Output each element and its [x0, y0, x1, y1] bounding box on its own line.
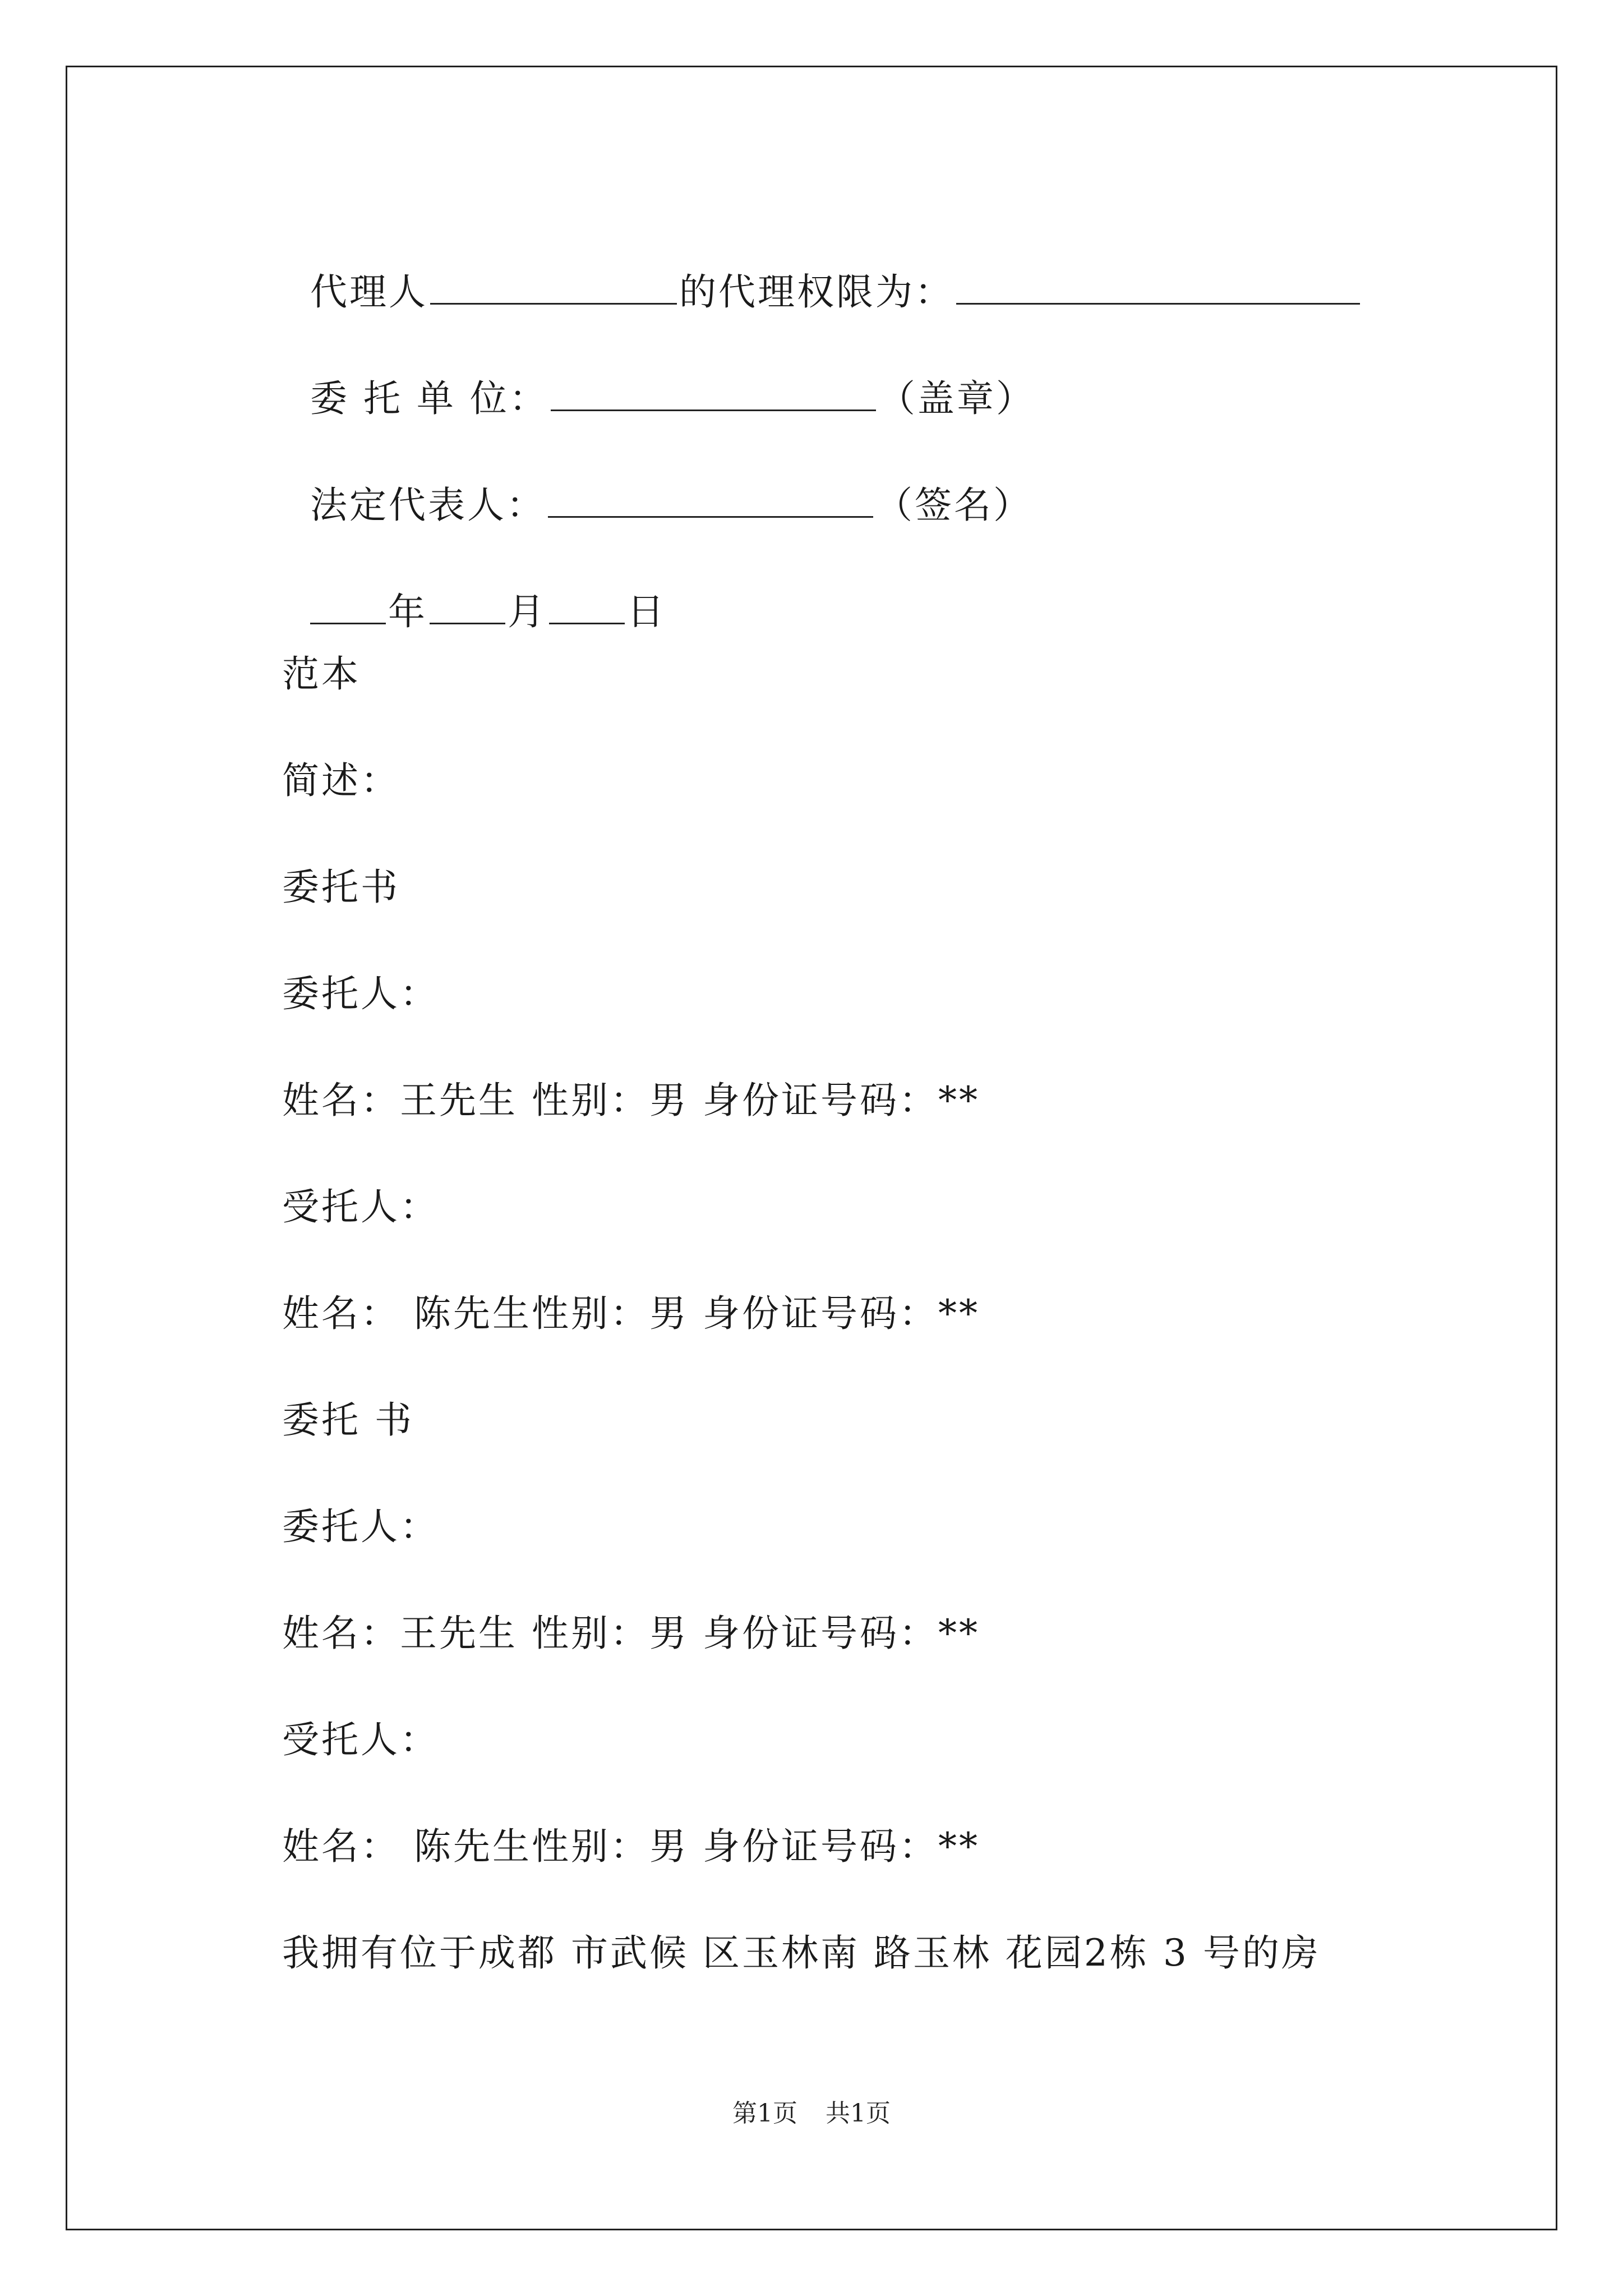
principal-info-2: 姓名：王先生 性别：男 身份证号码：**: [282, 1612, 980, 1655]
property-statement: 我拥有位于成都 市武候 区玉林南 路玉林 花园2栋 3 号的房: [282, 1931, 1321, 1975]
month-label: 月: [507, 590, 547, 633]
agent-authority-line: [282, 224, 1362, 315]
legal-rep-line: [282, 438, 1032, 528]
signature-note: （签名）: [875, 484, 1032, 527]
authority-label: 的代理权限为：: [679, 270, 954, 314]
principal-unit-label: 委 托 单 位：: [310, 377, 548, 420]
agent-info: 姓名： 陈先生性别：男 身份证号码：**: [282, 1292, 980, 1335]
power-of-attorney-title: 委托书: [282, 866, 400, 909]
principal-unit-line: [282, 331, 1035, 421]
summary-heading: 简述：: [282, 759, 400, 802]
principal-heading-2: 委托人：: [282, 1505, 439, 1548]
legal-rep-blank[interactable]: [548, 482, 873, 518]
agent-heading: 受托人：: [282, 1185, 439, 1228]
month-blank[interactable]: [430, 589, 505, 624]
date-line: [282, 544, 666, 634]
principal-unit-blank[interactable]: [551, 376, 876, 411]
year-label: 年: [388, 590, 427, 633]
page-footer: [0, 2098, 1623, 2129]
legal-rep-label: 法定代表人：: [310, 484, 546, 527]
authority-blank[interactable]: [956, 269, 1360, 305]
agent-info-2: 姓名： 陈先生性别：男 身份证号码：**: [282, 1825, 980, 1868]
principal-heading: 委托人：: [282, 972, 439, 1015]
principal-info: 姓名：王先生 性别：男 身份证号码：**: [282, 1079, 980, 1122]
page-total: 共1页: [826, 2099, 891, 2128]
year-blank[interactable]: [310, 589, 386, 624]
day-label: 日: [626, 590, 666, 633]
seal-note: （盖章）: [878, 377, 1035, 420]
page-number: 第1页: [732, 2099, 797, 2128]
agent-heading-2: 受托人：: [282, 1718, 439, 1761]
agent-name-blank[interactable]: [430, 269, 677, 305]
power-of-attorney-title-2: 委托 书: [282, 1398, 414, 1442]
agent-label: 代理人: [310, 270, 428, 314]
day-blank[interactable]: [549, 589, 625, 624]
template-heading: 范本: [282, 652, 361, 696]
